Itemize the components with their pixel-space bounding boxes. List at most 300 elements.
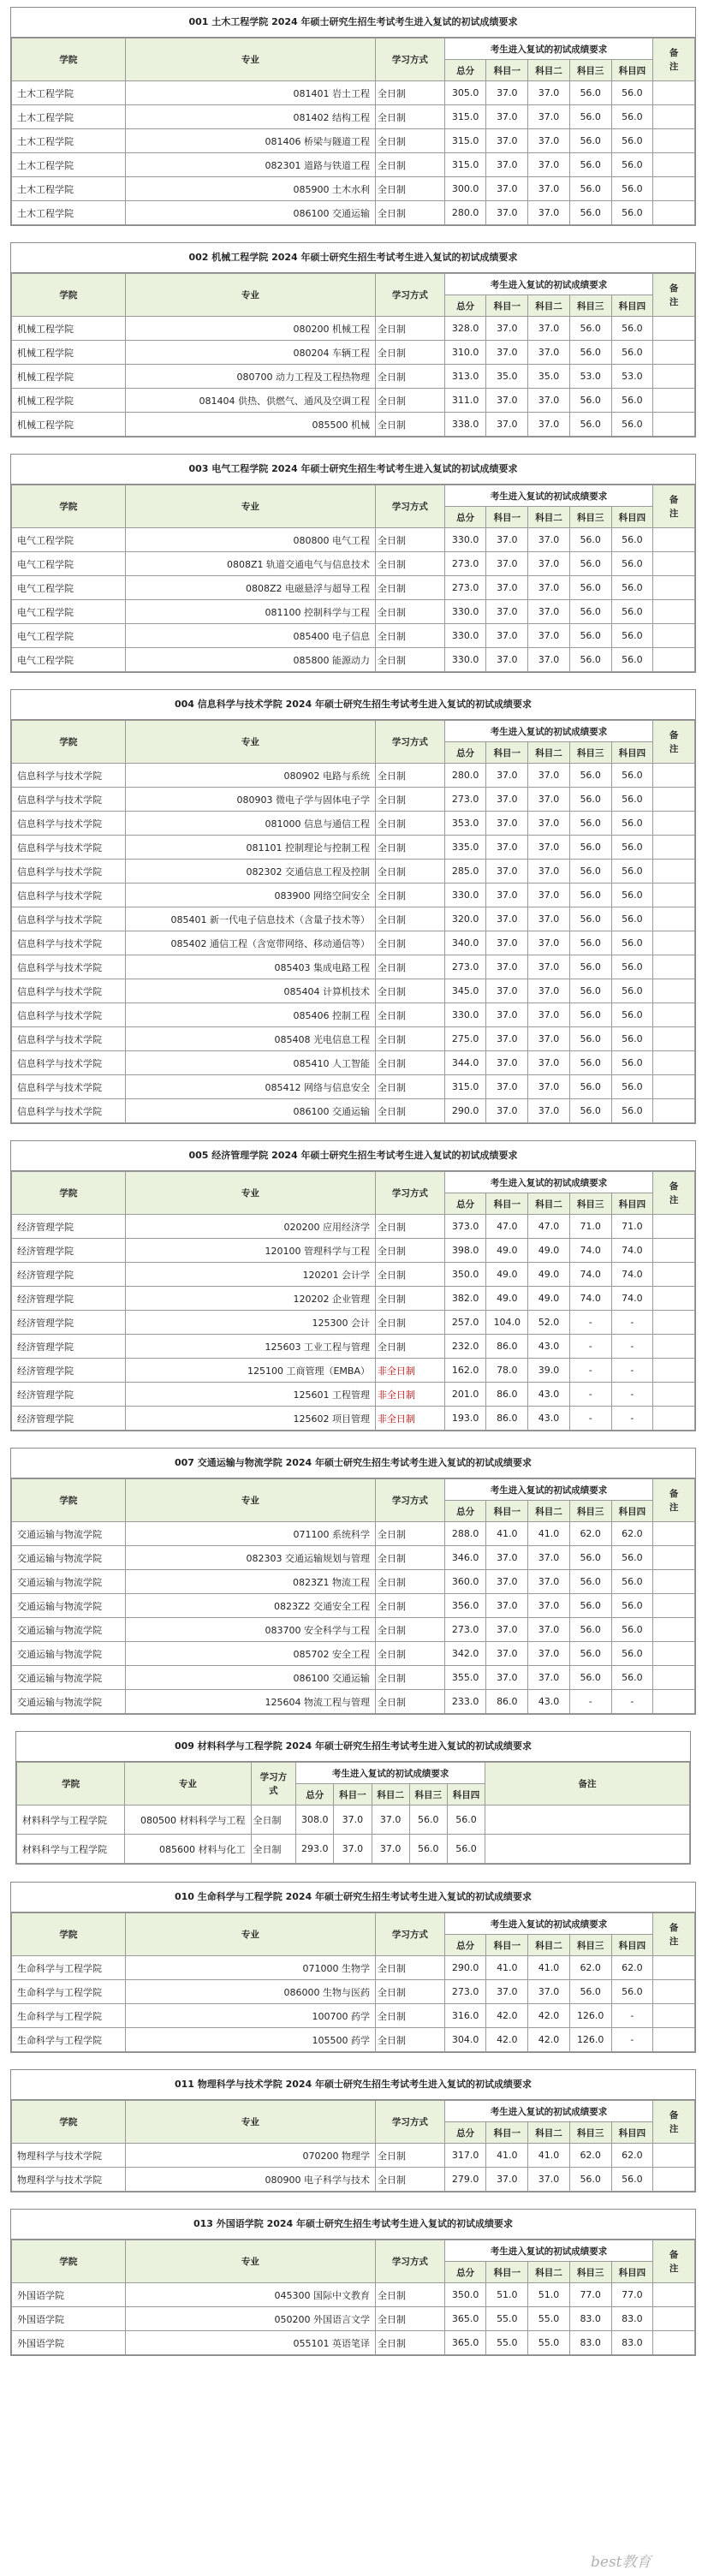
section-2 [10, 454, 696, 673]
score-s4: - [611, 1383, 653, 1407]
col-header-major: 专业 [125, 1913, 375, 1956]
col-header-s3: 科目三 [569, 2262, 611, 2283]
note-cell [653, 1335, 695, 1359]
table-row [12, 907, 695, 931]
score-s4: 56.0 [611, 1099, 653, 1123]
score-total: 313.0 [444, 365, 486, 389]
score-s1: 37.0 [486, 1570, 528, 1594]
major-name: 交通信息工程及控制 [285, 866, 370, 878]
score-total: 315.0 [444, 1075, 486, 1099]
study-mode-cell: 全日制 [376, 2283, 445, 2307]
score-s1: 35.0 [486, 365, 528, 389]
score-s1: 37.0 [486, 389, 528, 413]
col-header-group: 考生进入复试的初试成绩要求 [296, 1763, 485, 1784]
score-total: 330.0 [444, 1003, 486, 1027]
col-header-s3: 科目三 [569, 295, 611, 317]
table-row [12, 648, 695, 672]
score-s1: 37.0 [486, 600, 528, 624]
major-code: 125603 [265, 1341, 301, 1353]
study-mode-cell: 全日制 [376, 365, 445, 389]
score-s4: 56.0 [611, 153, 653, 177]
score-s4: 56.0 [611, 1980, 653, 2004]
col-header-s1: 科目一 [486, 295, 528, 317]
major-code: 020200 [283, 1221, 320, 1233]
table-row [12, 1311, 695, 1335]
score-s2: 37.0 [528, 1003, 570, 1027]
college-cell: 外国语学院 [12, 2307, 126, 2331]
college-cell: 生命科学与工程学院 [12, 1956, 126, 1980]
score-s2: 37.0 [528, 1099, 570, 1123]
col-header-s2: 科目二 [528, 1193, 570, 1215]
major-cell [125, 2144, 375, 2168]
major-cell [125, 624, 375, 648]
score-s1: 47.0 [486, 1215, 528, 1239]
score-s3: 56.0 [569, 413, 611, 437]
table-row [12, 1003, 695, 1027]
table-row [12, 1642, 695, 1666]
table-row [12, 365, 695, 389]
college-cell: 信息科学与技术学院 [12, 1099, 126, 1123]
study-mode-cell: 全日制 [376, 2307, 445, 2331]
col-header-note [653, 485, 695, 528]
score-s3: 56.0 [569, 1980, 611, 2004]
major-code: 055101 [293, 2337, 330, 2349]
major-cell [125, 1027, 375, 1051]
table-row [12, 931, 695, 955]
study-mode-cell: 全日制 [376, 1666, 445, 1690]
college-cell: 信息科学与技术学院 [12, 955, 126, 979]
score-s3: 56.0 [569, 1666, 611, 1690]
section-5 [10, 1448, 696, 1715]
table-row [12, 1287, 695, 1311]
table-row [12, 860, 695, 883]
watermark-text: best教育 [591, 2554, 651, 2571]
col-header-total: 总分 [444, 1935, 486, 1956]
note-cell [653, 1980, 695, 2004]
score-total: 288.0 [444, 1522, 486, 1546]
score-total: 317.0 [444, 2144, 486, 2168]
note-cell [653, 2168, 695, 2192]
major-cell [125, 317, 375, 341]
score-s2: 43.0 [528, 1407, 570, 1431]
section-title: 002 机械工程学院 2024 年硕士研究生招生考试考生进入复试的初试成绩要求 [11, 243, 695, 273]
table-row [12, 788, 695, 812]
col-header-mode: 学习方式 [376, 1479, 445, 1522]
score-total: 382.0 [444, 1287, 486, 1311]
score-s3: - [569, 1335, 611, 1359]
college-cell: 生命科学与工程学院 [12, 1980, 126, 2004]
study-mode-cell: 全日制 [376, 955, 445, 979]
score-s4: 56.0 [611, 201, 653, 225]
note-cell [653, 1003, 695, 1027]
score-s3: 56.0 [569, 836, 611, 860]
score-s4: 56.0 [611, 764, 653, 788]
score-total: 257.0 [444, 1311, 486, 1335]
score-s1: 49.0 [486, 1263, 528, 1287]
table-row [12, 1407, 695, 1431]
score-s2: 37.0 [528, 788, 570, 812]
major-cell [125, 1359, 375, 1383]
score-s2: 49.0 [528, 1239, 570, 1263]
college-cell: 土木工程学院 [12, 153, 126, 177]
score-s1: 37.0 [486, 764, 528, 788]
score-table [11, 485, 695, 672]
score-s4: 53.0 [611, 365, 653, 389]
major-code: 081101 [246, 842, 283, 854]
score-s3: 56.0 [569, 979, 611, 1003]
note-cell [653, 648, 695, 672]
score-total: 300.0 [444, 177, 486, 201]
major-name: 供热、供燃气、通风及空调工程 [238, 395, 370, 407]
col-header-note-part: 备 [669, 1922, 679, 1933]
score-s2: 37.0 [528, 105, 570, 129]
score-s4: 56.0 [611, 1546, 653, 1570]
major-name: 机械 [351, 419, 370, 431]
score-s2: 49.0 [528, 1287, 570, 1311]
col-header-s4: 科目四 [611, 2122, 653, 2144]
score-s2: 37.0 [528, 1666, 570, 1690]
table-row [12, 1570, 695, 1594]
score-s1: 41.0 [486, 1522, 528, 1546]
col-header-note-part: 注 [669, 61, 679, 72]
study-mode-cell: 全日制 [376, 201, 445, 225]
col-header-note-part: 注 [669, 743, 679, 754]
note-cell [653, 812, 695, 836]
note-cell [653, 1546, 695, 1570]
major-name: 电气工程 [332, 534, 370, 546]
score-s2: 42.0 [528, 2004, 570, 2028]
note-cell [653, 931, 695, 955]
col-header-total: 总分 [444, 2262, 486, 2283]
score-s1: 78.0 [486, 1359, 528, 1383]
score-s3: 56.0 [569, 648, 611, 672]
study-mode-cell: 全日制 [376, 1239, 445, 1263]
major-name: 交通运输 [332, 1672, 370, 1684]
major-code: 085404 [283, 985, 320, 997]
score-s1: 37.0 [486, 788, 528, 812]
study-mode-cell: 全日制 [376, 1075, 445, 1099]
table-row [12, 341, 695, 365]
college-cell: 交通运输与物流学院 [12, 1642, 126, 1666]
col-header-note-part: 注 [669, 296, 679, 307]
college-cell: 信息科学与技术学院 [12, 1051, 126, 1075]
score-total: 328.0 [444, 317, 486, 341]
note-cell [653, 389, 695, 413]
score-s1: 37.0 [486, 153, 528, 177]
college-cell: 经济管理学院 [12, 1287, 126, 1311]
score-total: 330.0 [444, 600, 486, 624]
major-name: 微电子学与固体电子学 [276, 794, 370, 806]
score-s2: 41.0 [528, 2144, 570, 2168]
major-cell [125, 1287, 375, 1311]
table-row [12, 1546, 695, 1570]
table-row [12, 2168, 695, 2192]
col-header-note-part: 注 [669, 508, 679, 519]
major-code: 083900 [274, 889, 311, 901]
major-name: 电路与系统 [323, 770, 370, 782]
study-mode-cell: 全日制 [376, 1570, 445, 1594]
major-cell [125, 1215, 375, 1239]
score-s1: 49.0 [486, 1287, 528, 1311]
major-code: 080800 [293, 534, 330, 546]
major-name: 网络与信息安全 [304, 1081, 370, 1093]
note-cell [653, 201, 695, 225]
major-code: 120202 [293, 1293, 330, 1305]
score-s1: 37.0 [486, 1099, 528, 1123]
score-s4: 56.0 [611, 860, 653, 883]
score-s3: 74.0 [569, 1239, 611, 1263]
score-s1: 42.0 [486, 2004, 528, 2028]
college-cell: 机械工程学院 [12, 341, 126, 365]
score-total: 338.0 [444, 413, 486, 437]
score-table [11, 1171, 695, 1431]
section-title: 004 信息科学与技术学院 2024 年硕士研究生招生考试考生进入复试的初试成绩要求 [11, 690, 695, 720]
col-header-major: 专业 [125, 721, 375, 764]
score-table [11, 1913, 695, 2052]
major-code: 085401 [170, 913, 207, 925]
note-cell [653, 576, 695, 600]
col-header-s4: 科目四 [611, 1193, 653, 1215]
major-code: 085412 [265, 1081, 301, 1093]
col-header-s1: 科目一 [334, 1784, 372, 1806]
college-cell: 电气工程学院 [12, 600, 126, 624]
score-s2: 37.0 [528, 317, 570, 341]
score-s2: 37.0 [528, 201, 570, 225]
col-header-group: 考生进入复试的初试成绩要求 [444, 1172, 652, 1193]
note-cell [653, 341, 695, 365]
col-header-group: 考生进入复试的初试成绩要求 [444, 39, 652, 60]
note-cell [653, 907, 695, 931]
major-code: 080200 [293, 323, 330, 335]
table-row [12, 317, 695, 341]
col-header-s1: 科目一 [486, 60, 528, 81]
note-cell [653, 177, 695, 201]
note-cell [653, 1263, 695, 1287]
score-s4: - [611, 1311, 653, 1335]
score-s1: 37.0 [486, 177, 528, 201]
college-cell: 机械工程学院 [12, 317, 126, 341]
score-total: 355.0 [444, 1666, 486, 1690]
score-s4: 56.0 [611, 413, 653, 437]
col-header-college: 学院 [12, 2240, 126, 2283]
score-s4: 56.0 [611, 2168, 653, 2192]
score-s3: 56.0 [569, 177, 611, 201]
major-name: 企业管理 [332, 1293, 370, 1305]
score-s1: 37.0 [486, 812, 528, 836]
score-s2: 37.0 [528, 1980, 570, 2004]
college-cell: 土木工程学院 [12, 129, 126, 153]
major-code: 120100 [265, 1245, 301, 1257]
col-header-s4: 科目四 [611, 2262, 653, 2283]
col-header-group: 考生进入复试的初试成绩要求 [444, 1913, 652, 1935]
col-header-s2: 科目二 [528, 295, 570, 317]
col-header-note-part: 备 [669, 47, 679, 58]
major-code: 085403 [274, 961, 311, 973]
study-mode-cell: 全日制 [376, 883, 445, 907]
study-mode-cell: 全日制 [376, 389, 445, 413]
major-name: 会计 [351, 1317, 370, 1329]
score-s2: 37.0 [528, 1618, 570, 1642]
college-cell: 交通运输与物流学院 [12, 1546, 126, 1570]
score-s3: 56.0 [569, 528, 611, 552]
major-cell [125, 788, 375, 812]
header-row [12, 2240, 695, 2262]
score-s2: 37.0 [528, 1570, 570, 1594]
score-s4: 56.0 [611, 648, 653, 672]
score-total: 285.0 [444, 860, 486, 883]
score-s4: 56.0 [611, 1642, 653, 1666]
score-s4: 56.0 [611, 624, 653, 648]
score-s3: 62.0 [569, 2144, 611, 2168]
note-cell [653, 764, 695, 788]
col-header-group: 考生进入复试的初试成绩要求 [444, 485, 652, 507]
major-name: 会计学 [342, 1269, 370, 1281]
college-cell: 土木工程学院 [12, 201, 126, 225]
col-header-note-part: 备 [669, 1181, 679, 1192]
score-s4: 83.0 [611, 2307, 653, 2331]
col-header-note-part: 备 [669, 2249, 679, 2260]
col-header-s2: 科目二 [528, 60, 570, 81]
col-header-note-part: 注 [669, 1502, 679, 1513]
major-cell [125, 2168, 375, 2192]
score-total: 279.0 [444, 2168, 486, 2192]
score-s1: 37.0 [486, 552, 528, 576]
major-name: 道路与铁道工程 [304, 159, 370, 171]
section-4 [10, 1140, 696, 1431]
score-s1: 37.0 [486, 1075, 528, 1099]
major-cell [125, 1618, 375, 1642]
score-s1: 37.0 [486, 576, 528, 600]
score-s1: 104.0 [486, 1311, 528, 1335]
note-cell [653, 600, 695, 624]
major-cell [125, 931, 375, 955]
col-header-note [653, 2240, 695, 2283]
score-s1: 37.0 [486, 931, 528, 955]
col-header-s4: 科目四 [611, 1935, 653, 1956]
major-name: 信息与通信工程 [304, 818, 370, 830]
major-code: 050200 [274, 2313, 311, 2325]
major-name: 工程管理 [332, 1389, 370, 1401]
major-name: 轨道交通电气与信息技术 [266, 558, 370, 570]
score-s1: 37.0 [486, 1618, 528, 1642]
score-s4: 56.0 [611, 883, 653, 907]
score-s2: 37.0 [528, 1051, 570, 1075]
score-table [11, 273, 695, 437]
college-cell: 交通运输与物流学院 [12, 1594, 126, 1618]
section-title: 007 交通运输与物流学院 2024 年硕士研究生招生考试考生进入复试的初试成绩要求 [11, 1449, 695, 1478]
score-s4: - [611, 1335, 653, 1359]
study-mode-cell: 全日制 [376, 2168, 445, 2192]
major-name: 交通安全工程 [313, 1600, 370, 1612]
college-cell: 电气工程学院 [12, 528, 126, 552]
major-name: 光电信息工程 [313, 1033, 370, 1045]
score-s4: 56.0 [611, 1618, 653, 1642]
major-cell [125, 1263, 375, 1287]
col-header-major: 专业 [125, 1763, 251, 1806]
section-title: 010 生命科学与工程学院 2024 年硕士研究生招生考试考生进入复试的初试成绩要求 [11, 1883, 695, 1913]
major-name: 英语笔译 [332, 2337, 370, 2349]
major-code: 071000 [302, 1962, 339, 1974]
score-s4: - [611, 1359, 653, 1383]
col-header-s2: 科目二 [528, 1935, 570, 1956]
section-0 [10, 7, 696, 226]
col-header-note [653, 274, 695, 317]
study-mode-cell: 全日制 [376, 2004, 445, 2028]
col-header-group: 考生进入复试的初试成绩要求 [444, 2240, 652, 2262]
col-header-major: 专业 [125, 1172, 375, 1215]
score-table [11, 1478, 695, 1714]
major-code: 071100 [293, 1528, 330, 1540]
note-cell [653, 129, 695, 153]
score-s1: 37.0 [486, 860, 528, 883]
college-cell: 经济管理学院 [12, 1239, 126, 1263]
col-header-college: 学院 [17, 1763, 125, 1806]
study-mode-cell: 全日制 [376, 1027, 445, 1051]
major-code: 085402 [170, 937, 207, 949]
major-cell [125, 2283, 375, 2307]
college-cell: 外国语学院 [12, 2331, 126, 2355]
header-row [12, 39, 695, 60]
major-name: 能源动力 [332, 654, 370, 666]
col-header-major: 专业 [125, 1479, 375, 1522]
major-name: 国际中文教育 [313, 2289, 370, 2301]
score-table [11, 2240, 695, 2355]
score-s4: 56.0 [447, 1835, 485, 1864]
score-s2: 37.0 [528, 836, 570, 860]
score-total: 273.0 [444, 576, 486, 600]
major-code: 086100 [293, 1672, 330, 1684]
section-title: 011 物理科学与技术学院 2024 年硕士研究生招生考试考生进入复试的初试成绩要求 [11, 2070, 695, 2100]
score-s3: 56.0 [569, 153, 611, 177]
college-cell: 信息科学与技术学院 [12, 812, 126, 836]
major-cell [125, 1594, 375, 1618]
score-s2: 37.0 [528, 1546, 570, 1570]
score-s1: 41.0 [486, 2144, 528, 2168]
major-cell [125, 1570, 375, 1594]
score-s4: 56.0 [611, 105, 653, 129]
major-cell [125, 836, 375, 860]
major-cell [125, 528, 375, 552]
major-name: 集成电路工程 [313, 961, 370, 973]
major-name: 物理学 [342, 2150, 370, 2162]
col-header-s3: 科目三 [569, 60, 611, 81]
col-header-total: 总分 [444, 1501, 486, 1522]
score-table [16, 1762, 690, 1864]
col-header-total: 总分 [444, 2122, 486, 2144]
major-cell [125, 1806, 251, 1835]
major-cell [125, 1239, 375, 1263]
score-s3: 56.0 [569, 1570, 611, 1594]
section-title: 003 电气工程学院 2024 年硕士研究生招生考试考生进入复试的初试成绩要求 [11, 455, 695, 485]
study-mode-cell: 全日制 [376, 413, 445, 437]
table-row [12, 2331, 695, 2355]
col-header-note [653, 721, 695, 764]
college-cell: 材料科学与工程学院 [17, 1806, 125, 1835]
study-mode-cell: 全日制 [376, 1594, 445, 1618]
col-header-s1: 科目一 [486, 507, 528, 528]
major-name: 电磁悬浮与超导工程 [285, 582, 370, 594]
col-header-total: 总分 [444, 507, 486, 528]
major-name: 机械工程 [332, 323, 370, 335]
major-name: 控制科学与工程 [304, 606, 370, 618]
note-cell [653, 2283, 695, 2307]
score-total: 342.0 [444, 1642, 486, 1666]
table-row [12, 552, 695, 576]
col-header-total: 总分 [444, 295, 486, 317]
college-cell: 信息科学与技术学院 [12, 1003, 126, 1027]
score-s3: 56.0 [569, 1075, 611, 1099]
score-s1: 37.0 [486, 648, 528, 672]
